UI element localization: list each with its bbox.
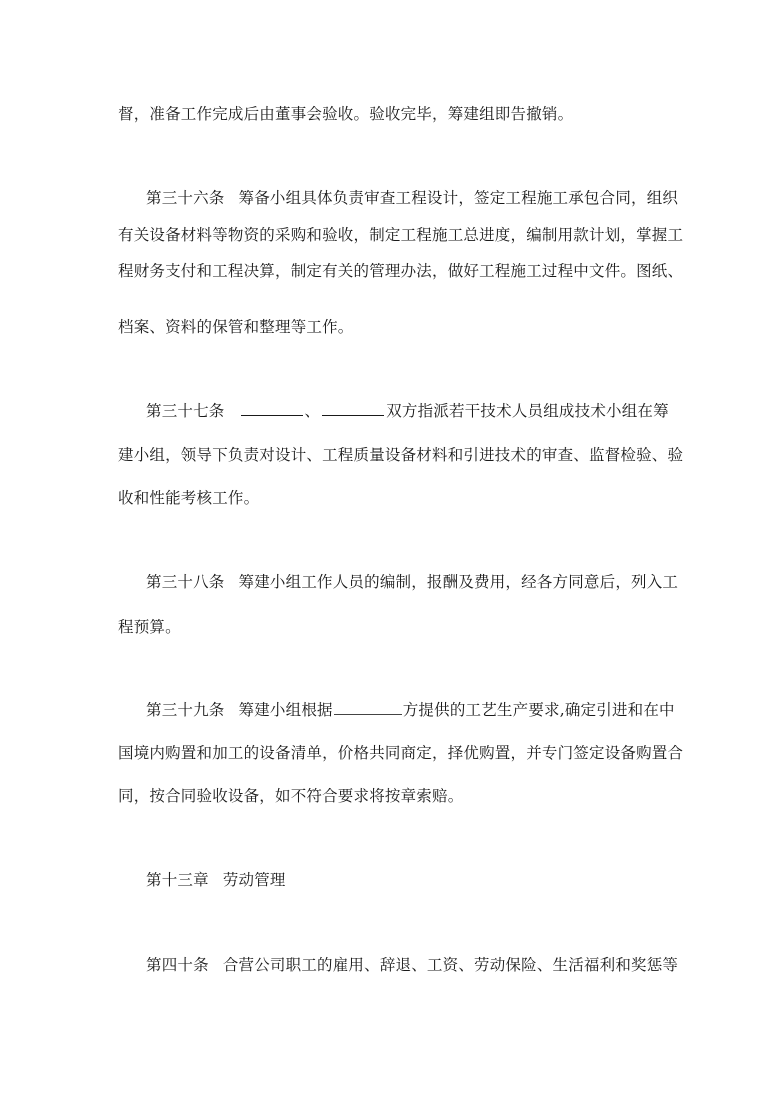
chapter-title: 劳动管理: [222, 871, 286, 889]
article-36-line-2: [118, 225, 684, 245]
text-segment: 筹备小组具体负责审查工程设计，签定工程施工承包合同，组织: [238, 189, 679, 207]
text-segment: 建小组，领导下负责对设计、工程质量设备材料和引进技术的审查、监督检验、验: [118, 446, 684, 464]
text-segment: 有关设备材料等物资的采购和验收，制定工程施工总进度，编制用款计划，掌握工: [118, 226, 684, 244]
text-segment: 收和性能考核工作。: [118, 489, 260, 507]
article-36-line-4: [118, 317, 678, 337]
separator: 、: [304, 402, 321, 420]
article-38-line-2: [118, 617, 678, 637]
text-segment: 合营公司职工的雇用、辞退、工资、劳动保险、生活福利和奖惩等: [222, 956, 679, 974]
article-38-line-1: [146, 572, 706, 592]
text-segment: 筹建小组根据: [238, 701, 333, 719]
text-segment: 督，准备工作完成后由董事会验收。验收完毕，筹建组即告撤销。: [118, 105, 574, 123]
text-segment: 程预算。: [118, 618, 181, 636]
article-label: 第三十六条: [146, 189, 225, 207]
article-39-line-1: [146, 700, 706, 720]
fill-in-blank: [241, 401, 303, 416]
text-segment: 同，按合同验收设备，如不符合要求将按章索赔。: [118, 787, 464, 805]
article-36-line-1: [146, 188, 706, 208]
article-label: 第三十九条: [146, 701, 225, 719]
article-40-line-1: [146, 955, 706, 975]
article-37-line-2: [118, 445, 684, 465]
chapter-13-heading: [146, 870, 706, 890]
text-segment: 双方指派若干技术人员组成技术小组在筹: [386, 402, 669, 420]
article-label: 第四十条: [146, 956, 209, 974]
text-segment: 国境内购置和加工的设备清单，价格共同商定，择优购置，并专门签定设备购置合: [118, 744, 684, 762]
text-segment: 方提供的工艺生产要求,确定引进和在中: [402, 701, 675, 719]
text-segment: 档案、资料的保管和整理等工作。: [118, 318, 354, 336]
paragraph-line: [118, 104, 678, 124]
fill-in-blank: [334, 700, 402, 715]
text-segment: 程财务支付和工程决算，制定有关的管理办法，做好工程施工过程中文件。图纸、: [118, 262, 684, 280]
article-37-line-1: [146, 401, 706, 421]
article-39-line-3: [118, 786, 678, 806]
article-label: 第三十八条: [146, 573, 225, 591]
chapter-label: 第十三章: [146, 871, 209, 889]
text-segment: 筹建小组工作人员的编制，报酬及费用，经各方同意后，列入工: [238, 573, 679, 591]
article-37-line-3: [118, 488, 678, 508]
fill-in-blank: [322, 401, 384, 416]
article-36-line-3: [118, 261, 684, 281]
article-39-line-2: [118, 743, 684, 763]
article-label: 第三十七条: [146, 402, 225, 420]
